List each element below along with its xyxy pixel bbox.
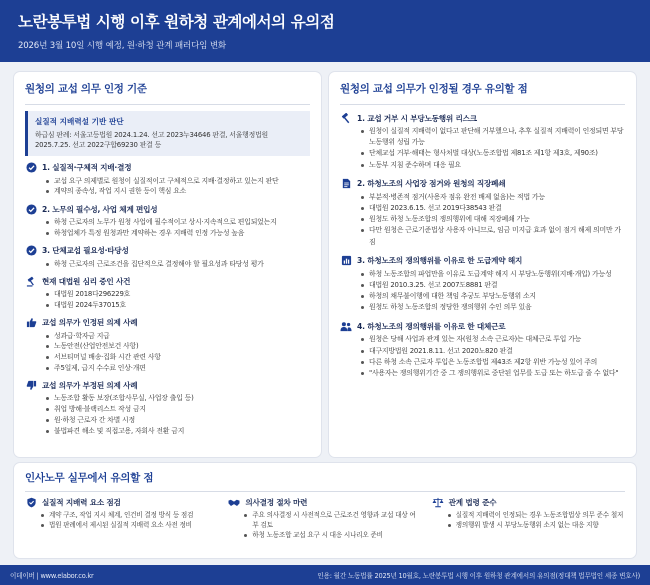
list-item: 원청도 하청 노동조합의 정당한 쟁의행위 수인 의무 있음 <box>361 302 625 313</box>
list-item: 다른 하청 소속 근로자 투입은 노동조합법 제43조 제2항 위반 가능성 있어 주의 <box>361 357 625 368</box>
list-item: 대구지방법원 2021.8.11. 선고 2020노820 판결 <box>361 346 625 357</box>
thumbs-up-icon <box>25 317 37 329</box>
shield-icon <box>25 496 37 508</box>
footer-citation: 인용: 월간 노동법률 2025년 10월호, 노란봉투법 시행 이후 원하청 관계에서의 유의점(정대책 법무법인 세종 변호사) <box>317 572 640 580</box>
section-title: 교섭 의무가 부정된 의제 사례 <box>42 380 138 390</box>
divider <box>25 491 625 492</box>
list-item: 대법원 2010.3.25. 선고 2007도8881 판결 <box>361 280 625 291</box>
basis-box <box>25 111 310 156</box>
footer-site-link[interactable]: 이데이버 | www.elabor.co.kr <box>10 572 94 580</box>
list-item: 취업 방해·블랙리스트 작성 금지 <box>46 404 310 415</box>
thumbs-down-icon <box>25 379 37 391</box>
right-section-4 <box>340 320 625 379</box>
list-item: 단체교섭 거부·해태는 형사처벌 대상(노동조합법 제81조 제1항 제3호, 제90조) <box>361 148 625 159</box>
list-item: 교섭 요구 의제별로 원청이 실질적이고 구체적으로 지배·결정하고 있는지 판단 <box>46 176 310 187</box>
divider <box>25 104 310 105</box>
left-section-3 <box>25 245 310 270</box>
scale-icon <box>432 496 444 508</box>
left-section-2 <box>25 203 310 238</box>
hammer-icon <box>340 112 352 124</box>
list-item: 서브티머널 배송·집화 시간 관련 사항 <box>46 352 310 363</box>
list-item: 불법파견 해소 및 직접고용, 자회사 전환 금지 <box>46 426 310 437</box>
right-section-1 <box>340 112 625 171</box>
gavel-icon <box>25 275 37 287</box>
list-item: 하청 근로자의 노무가 원청 사업에 필수적이고 상시·지속적으로 편입되었는지 <box>46 217 310 228</box>
list-item: 대법원 2024두37015호 <box>46 300 310 311</box>
list-item: 계약의 종속성, 작업 지시 권한 등이 핵심 요소 <box>46 186 310 197</box>
check-circle-icon <box>25 162 37 174</box>
list-item: 노동부 지침 준수하며 대응 필요 <box>361 160 625 171</box>
list-item: 부분적·병존적 점거(사용자 점유 완전 배제 없음)는 적법 가능 <box>361 192 625 203</box>
section-title: 2. 하청노조의 사업장 점거와 원청의 직장폐쇄 <box>357 179 506 189</box>
list-item: 하청의 채무불이행에 대한 책임 추궁도 부당노동행위 소지 <box>361 291 625 302</box>
page-footer <box>0 565 650 585</box>
section-title: 교섭 의무가 인정된 의제 사례 <box>42 318 138 328</box>
left-section-5 <box>25 317 310 374</box>
column-title: 관계 법령 준수 <box>448 497 497 507</box>
basis-text: 하급심 판례: 서울고등법원 2024.1.24. 선고 2023누34646 판결, 서울행정법원 2025.7.25. 선고 2022구합69230 판결 등 <box>35 131 268 150</box>
check-circle-icon <box>25 203 37 215</box>
section-title: 1. 실질적·구체적 지배·결정 <box>42 163 132 173</box>
basis-title: 실질적 지배력설 기반 판단 <box>35 117 124 126</box>
list-item: 쟁의행위 발생 시 부당노동행위 소지 없는 대응 지향 <box>448 520 625 530</box>
list-item: 원청도 하청 노동조합의 쟁의행위에 대해 직장폐쇄 가능 <box>361 214 625 225</box>
list-item: 다만 원청은 근로기준법상 사용자 아니므로, 임금 미지급 효과 없이 점거 해제 의미만 가짐 <box>361 225 625 247</box>
list-item: 주요 의사결정 시 사전적으로 근로조건 영향과 교섭 대상 여부 검토 <box>244 510 421 530</box>
left-section-4 <box>25 275 310 310</box>
right-card-title: 원청의 교섭 의무가 인정될 경우 유의할 점 <box>340 83 528 95</box>
page-subtitle: 2026년 3월 10일 시행 예정, 원·하청 관계 패러다임 변화 <box>18 41 227 51</box>
left-card-title: 원청의 교섭 의무 인정 기준 <box>25 83 147 95</box>
chart-icon <box>340 255 352 267</box>
column-title: 의사결정 절차 마련 <box>245 497 308 507</box>
handshake-icon <box>228 496 240 508</box>
bottom-column-3 <box>432 496 625 541</box>
list-item: 하청업체가 특정 원청과만 계약하는 경우 지배력 인정 가능성 높음 <box>46 228 310 239</box>
document-icon <box>340 178 352 190</box>
section-title: 3. 하청노조의 쟁의행위를 이유로 한 도급계약 해지 <box>357 256 523 266</box>
list-item: 하청 노동조합의 파업만을 이유로 도급계약 해지 시 부당노동행위(지배·개입) 가능성 <box>361 269 625 280</box>
list-item: 하청 근로자의 근로조건을 집단적으로 결정해야 할 필요성과 타당성 평가 <box>46 259 310 270</box>
right-card <box>329 72 636 457</box>
left-section-6 <box>25 379 310 436</box>
bottom-column-2 <box>228 496 421 541</box>
people-icon <box>340 320 352 332</box>
section-title: 4. 하청노조의 쟁의행위를 이유로 한 대체근로 <box>357 321 506 331</box>
list-item: 하청 노동조합 교섭 요구 시 대응 시나리오 준비 <box>244 530 421 540</box>
list-item: 법원 판례에서 제시된 실질적 지배력 요소 사전 정비 <box>41 520 218 530</box>
right-section-3 <box>340 255 625 314</box>
bottom-card <box>14 463 636 558</box>
list-item: 실질적 지배력이 인정되는 경우 노동조합법상 의무 준수 철저 <box>448 510 625 520</box>
right-section-2 <box>340 178 625 248</box>
list-item: 원청이 실질적 지배력이 없다고 판단해 거부했으나, 추후 실질적 지배력이 인정되면 부당노동행위 성립 가능 <box>361 126 625 148</box>
page-header <box>0 0 650 62</box>
section-title: 현재 대법원 심리 중인 사건 <box>42 276 131 286</box>
section-title: 3. 단체교섭 필요성·타당성 <box>42 246 129 256</box>
list-item: "사용자는 쟁의행위기간 중 그 쟁의행위로 중단된 업무를 도급 또는 하도급 줄 수 없다" <box>361 368 625 379</box>
list-item: 대법원 2018다296229호 <box>46 289 310 300</box>
column-title: 실질적 지배력 요소 점검 <box>42 497 121 507</box>
left-card <box>14 72 321 457</box>
section-title: 1. 교섭 거부 시 부당노동행위 리스크 <box>357 113 477 123</box>
page-title: 노란봉투법 시행 이후 원하청 관계에서의 유의점 <box>18 13 335 31</box>
bottom-card-title: 인사노무 실무에서 유의할 점 <box>25 472 154 484</box>
list-item: 노동조합 활동 보장(조합사무실, 사업장 출입 등) <box>46 393 310 404</box>
list-item: 대법원 2023.6.15. 선고 2019다38543 판결 <box>361 203 625 214</box>
left-section-1 <box>25 162 310 197</box>
list-item: 노동안전(산업안전보건 사항) <box>46 341 310 352</box>
list-item: 성과급·학자금 지급 <box>46 331 310 342</box>
section-title: 2. 노무의 필수성, 사업 체계 편입성 <box>42 204 158 214</box>
bottom-column-1 <box>25 496 218 541</box>
divider <box>340 104 625 105</box>
check-circle-icon <box>25 245 37 257</box>
list-item: 주5일제, 급지 수수료 인상·개편 <box>46 363 310 374</box>
list-item: 원청은 당해 사업과 관계 있는 자(원청 소속 근로자)는 대체근로 투입 가능 <box>361 334 625 345</box>
list-item: 원·하청 근로자 간 차별 시정 <box>46 415 310 426</box>
list-item: 계약 구조, 작업 지시 체계, 인건비 결정 방식 등 점검 <box>41 510 218 520</box>
